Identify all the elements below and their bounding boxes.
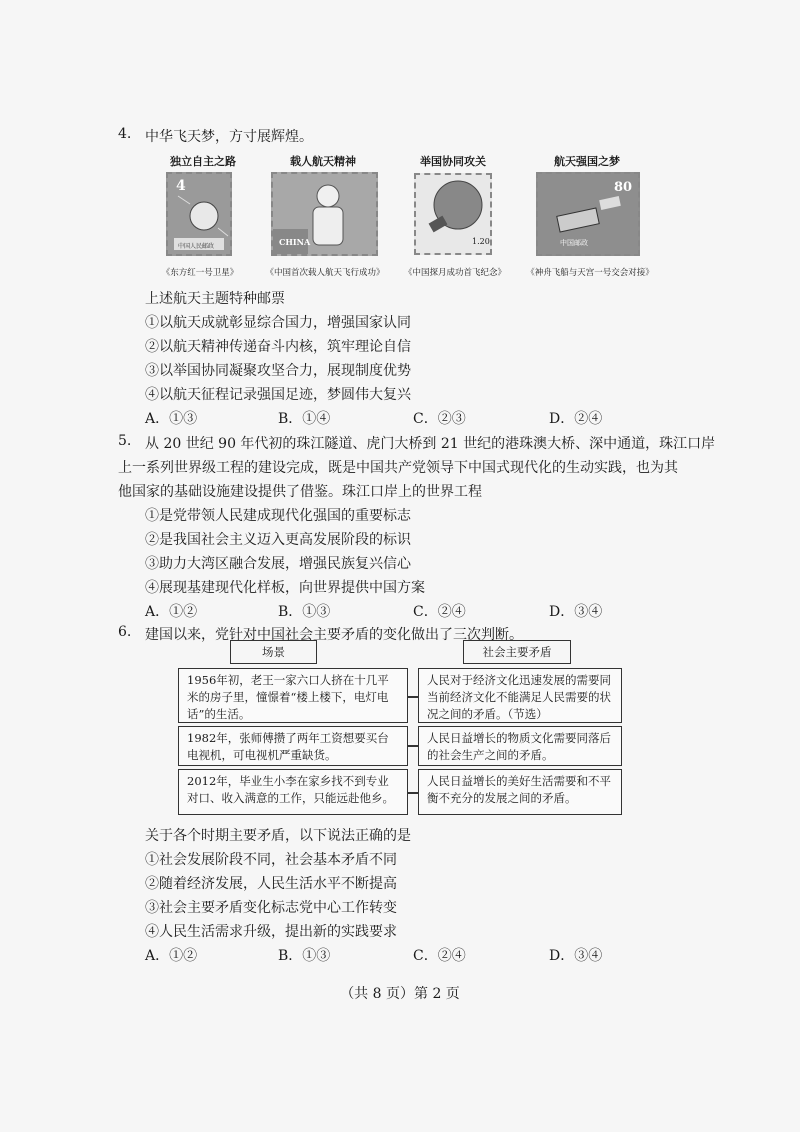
header-contradiction: 社会主要矛盾 [463, 640, 571, 664]
q5-item-4: ④展现基建现代化样板，向世界提供中国方案 [145, 580, 425, 596]
connector-2 [408, 745, 418, 747]
connector-3 [408, 792, 418, 794]
q6-item-4: ④人民生活需求升级，提出新的实践要求 [145, 924, 397, 940]
stamp-first-manned-flight [271, 172, 378, 256]
stamp-lunar-probe [414, 173, 492, 255]
q5-item-2: ②是我国社会主义迈入更高发展阶段的标识 [145, 532, 411, 548]
stamp-caption-4: 《神舟飞船与天宫一号交会对接》 [526, 268, 654, 278]
q6-item-3: ③社会主要矛盾变化标志党中心工作转变 [145, 900, 397, 916]
q4-item-4: ④以航天征程记录强国足迹，梦圆伟大复兴 [145, 387, 411, 403]
q6-item-1: ①社会发展阶段不同，社会基本矛盾不同 [145, 852, 397, 868]
stamp-caption-1: 《东方红一号卫星》 [161, 268, 239, 278]
q6-number: 6. [118, 624, 132, 640]
q6-option-a[interactable]: A．①② [145, 948, 198, 964]
contradiction-2: 人民日益增长的物质文化需要同落后的社会生产之间的矛盾。 [418, 726, 622, 766]
stamp-4-issuer: 中国邮政 [560, 239, 588, 247]
stamp-1-value: 4 [176, 178, 186, 194]
contradiction-1: 人民对于经济文化迅速发展的需要同当前经济文化不能满足人民需要的状况之间的矛盾。（节选） [418, 668, 622, 723]
q5-item-3: ③助力大湾区融合发展，增强民族复兴信心 [145, 556, 411, 572]
contradiction-3: 人民日益增长的美好生活需要和不平衡不充分的发展之间的矛盾。 [418, 769, 622, 815]
stamp-3-value: 1.20 [472, 237, 490, 246]
q5-option-c[interactable]: C．②④ [413, 604, 466, 620]
stamp-caption-3: 《中国探月成功首飞纪念》 [403, 268, 506, 278]
q4-option-d[interactable]: D．②④ [549, 411, 603, 427]
q6-option-c[interactable]: C．②④ [413, 948, 466, 964]
q4-stem: 中华飞天梦，方寸展辉煌。 [145, 129, 313, 145]
q5-line-1: 从 20 世纪 90 年代初的珠江隧道、虎门大桥到 21 世纪的港珠澳大桥、深中通道，珠江口岸 [145, 436, 716, 452]
q4-item-2: ②以航天精神传递奋斗内核，筑牢理论自信 [145, 339, 411, 355]
q4-item-3: ③以举国协同凝聚攻坚合力，展现制度优势 [145, 363, 411, 379]
q5-item-1: ①是党带领人民建成现代化强国的重要标志 [145, 508, 411, 524]
page-footer: （共 8 页）第 2 页 [340, 986, 460, 1002]
q4-prompt: 上述航天主题特种邮票 [145, 291, 285, 307]
connector-1 [408, 696, 418, 698]
q6-option-b[interactable]: B．①③ [278, 948, 331, 964]
stamp-title-2: 载人航天精神 [290, 155, 356, 168]
stamp-title-1: 独立自主之路 [170, 155, 236, 168]
stamp-1-issuer: 中国人民邮政 [178, 243, 215, 250]
q5-number: 5. [118, 433, 132, 449]
stamp-dongfanghong [166, 172, 232, 256]
q6-option-d[interactable]: D．③④ [549, 948, 603, 964]
q6-prompt: 关于各个时期主要矛盾，以下说法正确的是 [145, 828, 411, 844]
q4-number: 4. [118, 126, 132, 142]
q5-line-2: 上一系列世界级工程的建设完成，既是中国共产党领导下中国式现代化的生动实践，也为其 [118, 460, 678, 476]
q4-option-c[interactable]: C．②③ [413, 411, 466, 427]
q5-option-a[interactable]: A．①② [145, 604, 198, 620]
q4-item-1: ①以航天成就彰显综合国力，增强国家认同 [145, 315, 411, 331]
stamp-docking [536, 172, 640, 256]
header-scene: 场景 [230, 640, 317, 664]
q5-option-d[interactable]: D．③④ [549, 604, 603, 620]
stamp-title-3: 举国协同攻关 [420, 155, 486, 168]
scene-1956: 1956年初，老王一家六口人挤在十几平米的房子里，憧憬着“楼上楼下，电灯电话”的生活。 [178, 668, 408, 723]
q4-option-a[interactable]: A．①③ [145, 411, 198, 427]
stamp-4-value: 80 [614, 180, 633, 195]
scene-2012: 2012年，毕业生小李在家乡找不到专业对口、收入满意的工作，只能远赴他乡。 [178, 769, 408, 815]
stamp-title-4: 航天强国之梦 [554, 155, 620, 168]
q6-stem: 建国以来，党针对中国社会主要矛盾的变化做出了三次判断。 [145, 627, 523, 643]
scene-1982: 1982年，张师傅攒了两年工资想要买台电视机，可电视机严重缺货。 [178, 726, 408, 766]
stamp-2-country: CHINA [279, 237, 311, 247]
q5-line-3: 他国家的基础设施建设提供了借鉴。珠江口岸上的世界工程 [118, 484, 482, 500]
q5-option-b[interactable]: B．①③ [278, 604, 331, 620]
q6-item-2: ②随着经济发展，人民生活水平不断提高 [145, 876, 397, 892]
stamp-caption-2: 《中国首次载人航天飞行成功》 [265, 268, 385, 278]
q4-option-b[interactable]: B．①④ [278, 411, 331, 427]
